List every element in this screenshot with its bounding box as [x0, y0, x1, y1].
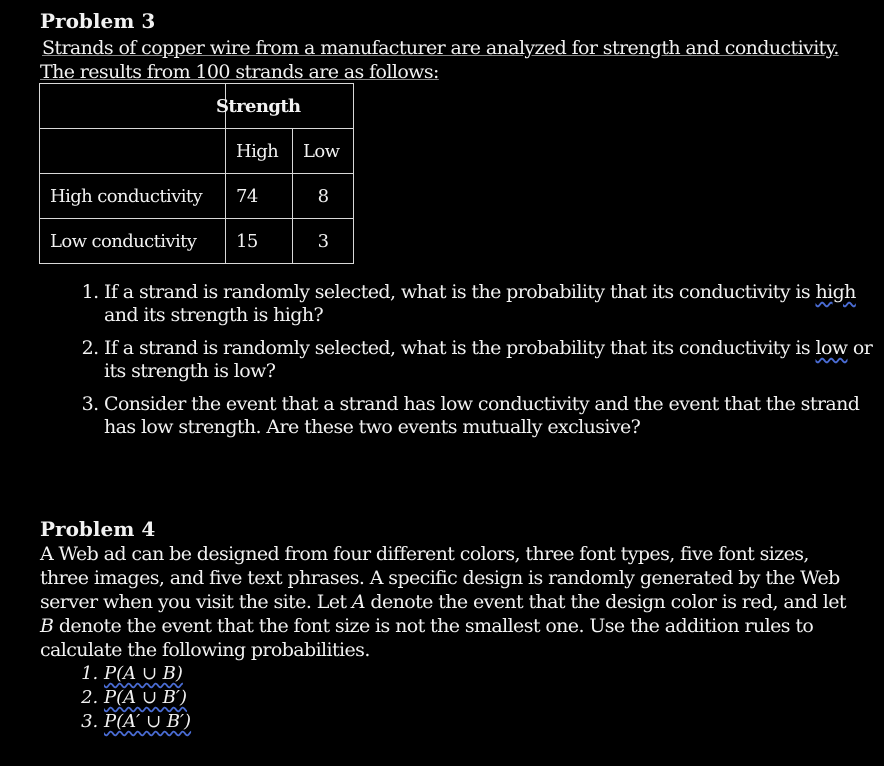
problem3-intro-line1: Strands of copper wire from a manufacturer are analyzed for strength and conductivity. [42, 37, 839, 59]
col-high-header: High [226, 129, 293, 174]
question-text: If a strand is randomly selected, what is the probability that its conductivity is [104, 337, 816, 359]
problem3-title: Problem 3 [40, 9, 156, 33]
problem4-body-part3: denote the event that the font size is not the smallest one. Use the addition rules to calculate the following probabilities. [40, 615, 814, 661]
problem4-body [40, 542, 860, 662]
probability-item [104, 710, 191, 734]
problem3-questions [66, 281, 884, 449]
cell-high: 15 [226, 219, 293, 264]
cell-high: 74 [226, 174, 293, 219]
probability-item [104, 662, 191, 686]
col-low-header: Low [293, 129, 354, 174]
strength-header [216, 84, 354, 129]
table-header-row [40, 84, 354, 129]
probability-expression: P(A ∪ B) [104, 663, 183, 684]
table-corner-cell [40, 84, 226, 129]
question-text: Consider the event that a strand has low conductivity and the event that the strand has low strength. Are these two events mutually exclusive? [104, 393, 860, 438]
problem4-body-part2: denote the event that the design color is red, and let [364, 591, 846, 613]
question-text-end: or its strength is low? [104, 337, 873, 382]
question-item [104, 337, 884, 383]
row-label: Low conductivity [40, 219, 226, 264]
table-subheader-row [40, 129, 354, 174]
question-item [104, 393, 884, 439]
probability-expression: P(A ∪ B′) [104, 687, 187, 708]
problem4-body-part1: A Web ad can be designed from four different colors, three font types, five font sizes, three images, and five text phrases. A specific design is randomly generated by the Web server when you visit the site. Let [40, 543, 840, 613]
problem4-items [70, 662, 191, 734]
question-item [104, 281, 884, 327]
var-a: A [351, 591, 365, 613]
probability-expression: P(A′ ∪ B′) [104, 711, 192, 732]
underlined-word: high [815, 281, 856, 303]
cell-low: 3 [293, 219, 354, 264]
question-text: If a strand is randomly selected, what is the probability that its conductivity is [104, 281, 816, 303]
underlined-word: low [815, 337, 848, 359]
table-row [40, 174, 354, 219]
cell-low: 8 [293, 174, 354, 219]
question-text-end: and its strength is high? [104, 304, 324, 326]
probability-item [104, 686, 191, 710]
table-empty-cell [40, 129, 226, 174]
row-label: High conductivity [40, 174, 226, 219]
problem4-title: Problem 4 [40, 517, 156, 541]
table-row [40, 219, 354, 264]
problem3-intro-line2: The results from 100 strands are as follows: [40, 61, 439, 83]
var-b: B [40, 615, 54, 637]
strength-header-label: Strength [216, 95, 301, 117]
contingency-table [39, 83, 354, 264]
